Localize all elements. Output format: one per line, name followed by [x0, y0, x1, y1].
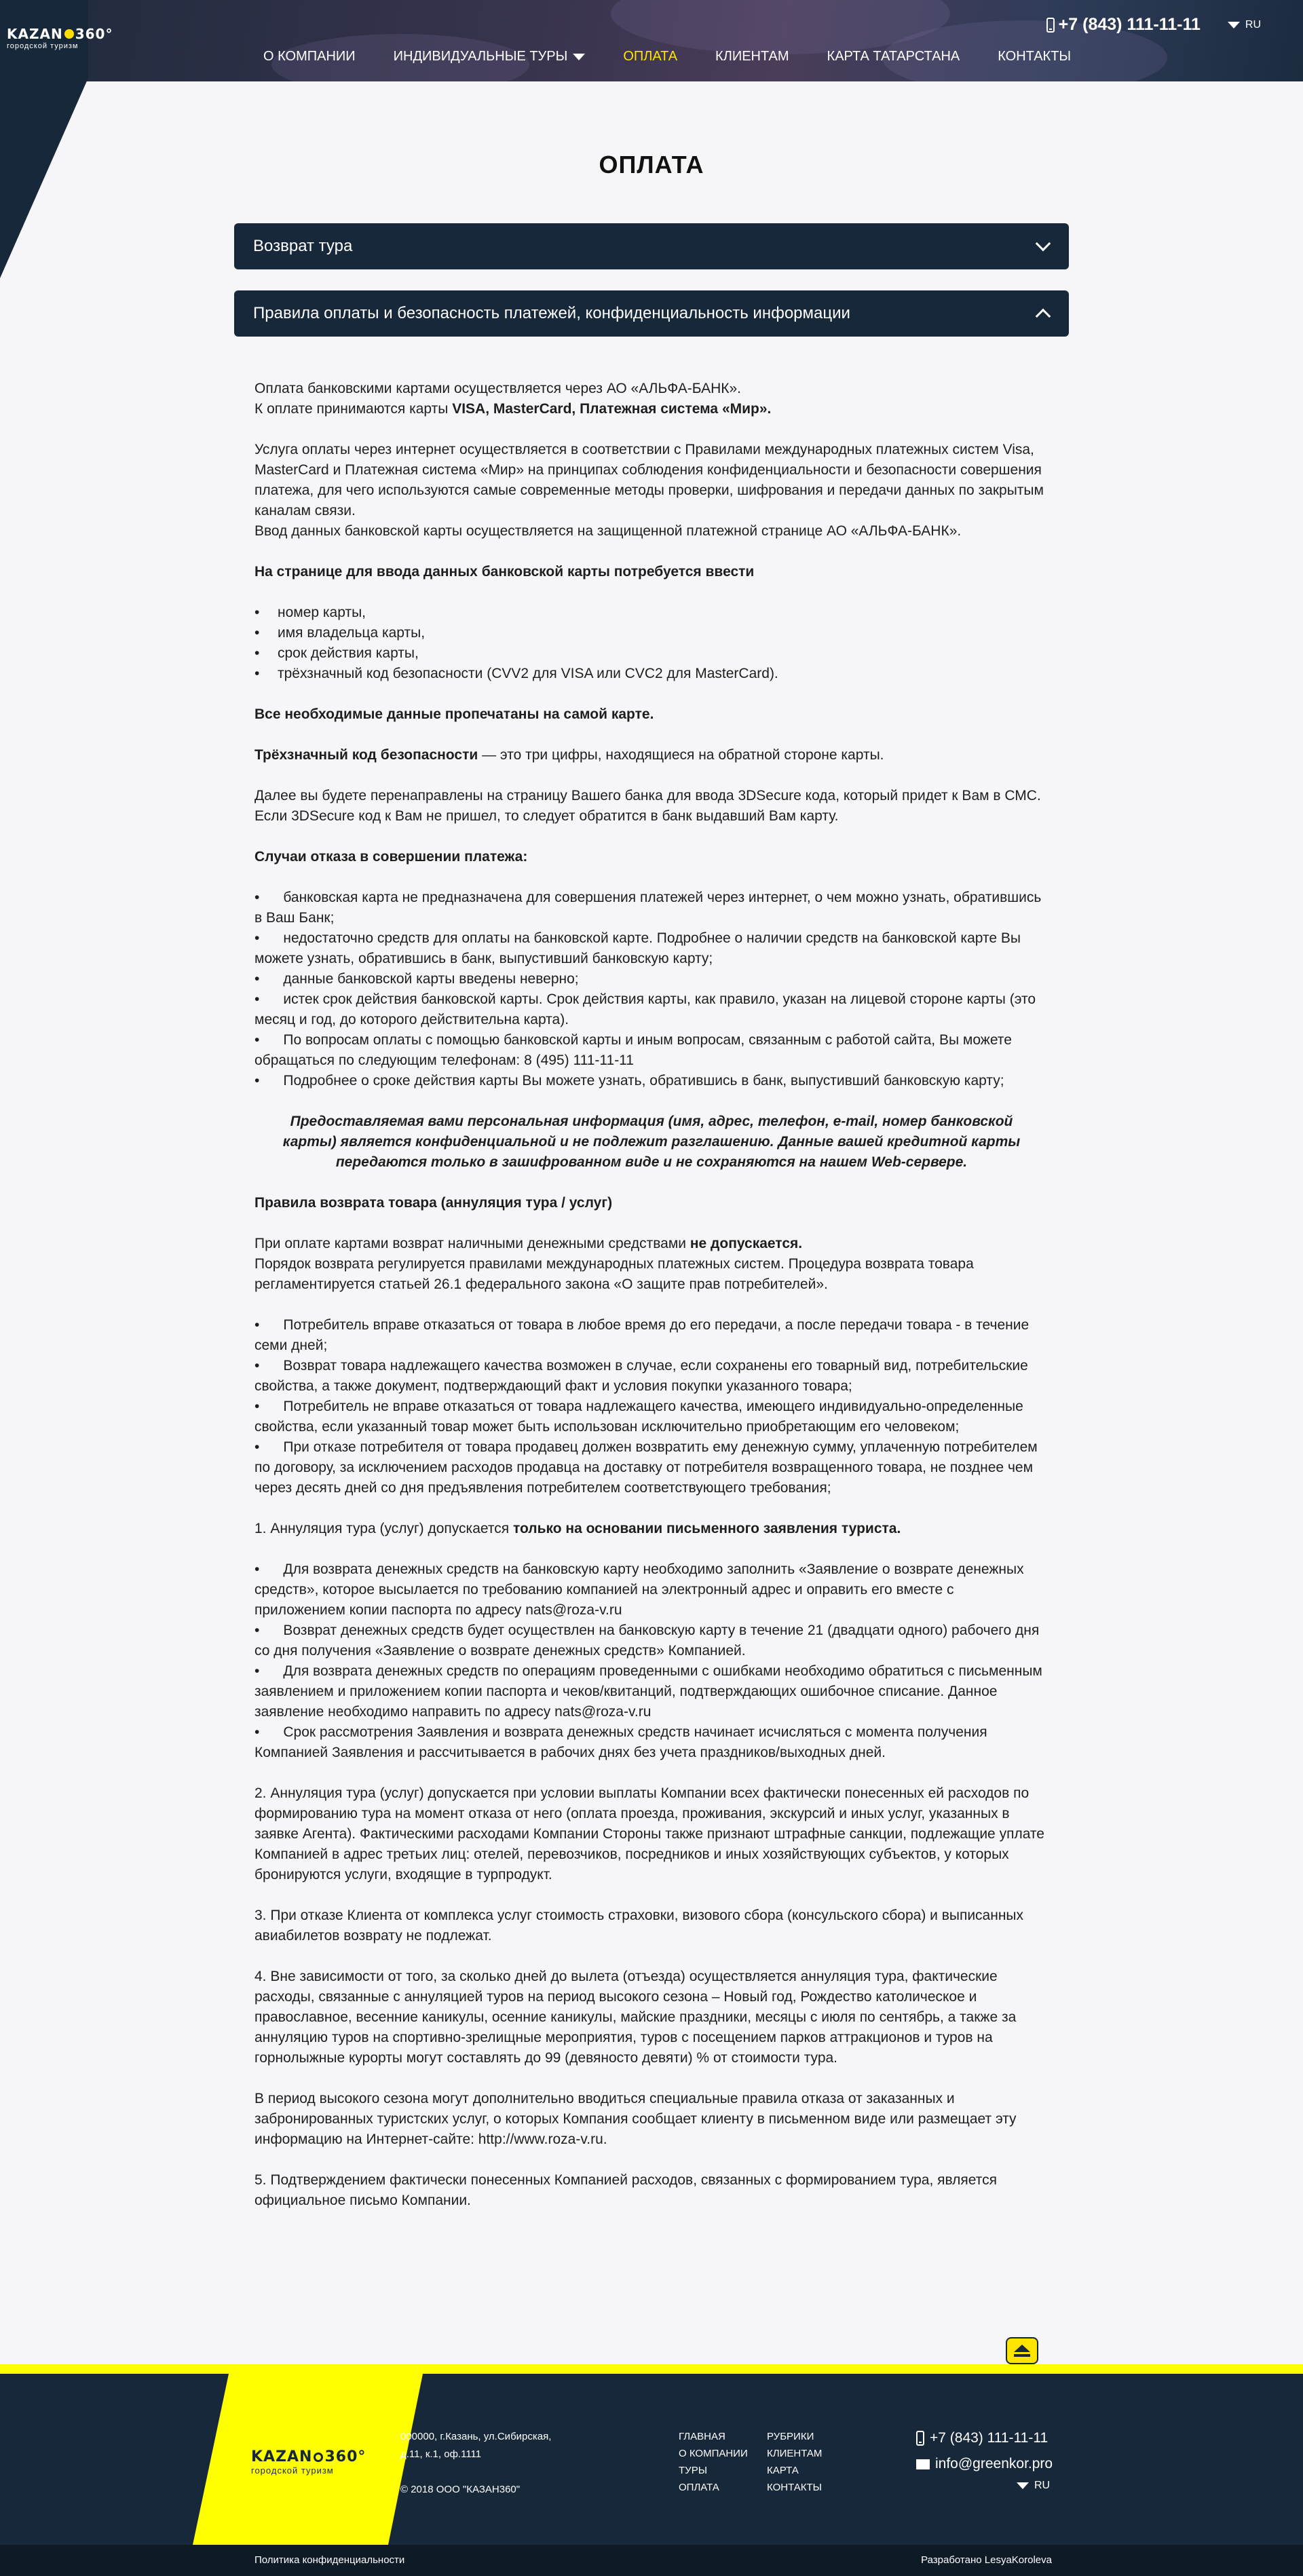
section-heading: [254, 704, 1049, 725]
bold-text: только на основании письменного заявления туриста.: [512, 1521, 901, 1536]
paragraph: 3. При отказе Клиента от комплекса услуг стоимость страховки, визового сбора (консульского сбора) и выписанных авиабилетов возврату не подлежат.: [254, 1908, 1024, 1944]
footer-link-home[interactable]: ГЛАВНАЯ: [679, 2431, 725, 2442]
privacy-policy-link[interactable]: Политика конфиденциальности: [254, 2554, 405, 2566]
list-item-text: Для возврата денежных средств на банковскую карту необходимо заполнить «Заявление о возврате денежных средств», которое высылается по требованию компанией на электронный адрес и оправить его вместе с приложением копии паспорта по адресу nats@roza-v.ru: [254, 1561, 1024, 1618]
logo-dot-icon: [64, 29, 74, 39]
bullet-icon: •: [254, 645, 260, 661]
footer-link-clients[interactable]: КЛИЕНТАМ: [767, 2448, 823, 2459]
developer-credit: Разработано LesyaKoroleva: [921, 2554, 1052, 2566]
list-item: • Срок рассмотрения Заявления и возврата денежных средств начинает исчисляться с момента получения Компанией Заявления и рассчитывается в рабочих днях без учета праздников/выходных дней.: [254, 1724, 987, 1760]
nav-about[interactable]: [263, 49, 356, 64]
logo-brand-right: 360°: [75, 26, 113, 42]
nav-individual-tours[interactable]: [394, 49, 586, 64]
list-item: • Подробнее о сроке действия карты Вы можете узнать, обратившись в банк, выпустивший банковскую карту;: [254, 1073, 1004, 1088]
privacy-notice: Предоставляемая вами персональная информация (имя, адрес, телефон, e-mail, номер банковской карты) является конфиденциальной и не подлежит разглашению. Данные вашей кредитной карты передаются только в зашифрованном виде и не сохраняются на нашем Web-сервере.: [282, 1114, 1021, 1170]
header-phone-text[interactable]: +7 (843) 111-11-11: [1058, 15, 1201, 34]
footer-menu-col2: [767, 2428, 822, 2496]
paragraph: 5. Подтверждением фактически понесенных Компанией расходов, связанных с формированием тура, является официальное письмо Компании.: [254, 2172, 998, 2208]
list-item: [254, 603, 1049, 623]
paragraph: Ввод данных банковской карты осуществляется на защищенной платежной странице АО «АЛЬФА-БАНК».: [254, 523, 962, 539]
paragraph: [254, 399, 1049, 419]
accordion-payment-rules-label: Правила оплаты и безопасность платежей, конфиденциальность информации: [253, 304, 850, 322]
phone-icon: [916, 2431, 924, 2446]
triangle-down-icon: [1228, 22, 1240, 29]
list-item-text: Потребитель вправе отказаться от товара в любое время до его передачи, а после передачи товара - в течение семи дней;: [254, 1317, 1030, 1353]
text: 1. Аннуляция тура (услуг) допускается: [254, 1521, 513, 1536]
list-item-text: При отказе потребителя от товара продавец должен возвратить ему денежную сумму, уплаченную потребителем по договору, за исключением расходов продавца на доставку от потребителя возвращенного товара, не позднее чем через десять дней со дня предъявления потребителем соответствующего требования;: [254, 1439, 1038, 1496]
nav-contacts[interactable]: [998, 49, 1071, 64]
nav-tatarstan-map-label: КАРТА ТАТАРСТАНА: [827, 49, 960, 64]
footer-link-map[interactable]: КАРТА: [767, 2465, 799, 2476]
footer-copyright: © 2018 ООО "КАЗАН360": [400, 2484, 521, 2495]
eject-icon: [1014, 2345, 1030, 2352]
footer-phone[interactable]: [916, 2425, 1053, 2451]
paragraph: Если 3DSecure код к Вам не пришел, то следует обратится в банк выдавший Вам карту.: [254, 808, 839, 824]
paragraph: [254, 745, 1049, 765]
footer-menu-col1: [679, 2428, 748, 2496]
text: При оплате картами возврат наличными денежными средствами: [254, 1236, 690, 1251]
paragraph: 2. Аннуляция тура (услуг) допускается при условии выплаты Компании всех фактически понесенных ей расходов по формированию тура на момент отказа от него (оплата проезда, проживания, экскурсий и иных услуг, указанных в заявке Агента). Фактическими расходами Компании Стороны также признают штрафные санкции, подлежащие уплате Компанией в адрес третьих лиц: отелей, перевозчиков, посредников и иных хозяйствующих субъектов, у которых бронируются услуги, входящие в турпродукт.: [254, 1785, 1044, 1882]
bullet-icon: •: [254, 605, 260, 620]
section-heading: [254, 1193, 1049, 1213]
dropdown-arrow-icon: [573, 54, 585, 60]
heading-text: Правила возврата товара (аннуляция тура / услуг): [254, 1195, 613, 1211]
text: — это три цифры, находящиеся на обратной стороне карты.: [478, 747, 884, 763]
list-item-text: Для возврата денежных средств по операциям проведенными с ошибками необходимо обратиться с письменным заявлением и приложением копии паспорта и чеков/квитанций, подтверждающих ошибочное списание. Данное заявление необходимо направить по адресу nats@roza-v.ru: [254, 1663, 1042, 1720]
nav-about-label: О КОМПАНИИ: [263, 49, 356, 64]
list-item: • Возврат денежных средств будет осуществлен на банковскую карту в течение 21 (двадцати одного) рабочего дня со дня получения «Заявление о возврате денежных средств» Компанией.: [254, 1623, 1040, 1659]
footer-language-label: RU: [1034, 2480, 1051, 2491]
logo-dot-icon: [314, 2452, 323, 2462]
accordion-return-tour-label: Возврат тура: [253, 237, 353, 255]
language-label: RU: [1245, 18, 1261, 31]
list-item-text: имя владельца карты,: [278, 625, 426, 641]
bullet-icon: •: [254, 625, 260, 641]
list-item: [254, 623, 1049, 643]
triangle-down-icon: [1017, 2482, 1029, 2489]
footer-link-about[interactable]: О КОМПАНИИ: [679, 2448, 748, 2459]
list-item-text: трёхзначный код безопасности (CVV2 для VISA или CVC2 для MasterCard).: [278, 666, 778, 681]
footer-link-payment[interactable]: ОПЛАТА: [679, 2482, 719, 2493]
nav-clients-label: КЛИЕНТАМ: [715, 49, 789, 64]
header-contacts: [1046, 15, 1261, 35]
list-item: • Для возврата денежных средств на банковскую карту необходимо заполнить «Заявление о возврате денежных средств», которое высылается по требованию компанией на электронный адрес и оправить его вместе с приложением копии паспорта по адресу nats@roza-v.ru: [254, 1561, 1024, 1618]
site-header: [0, 0, 1303, 81]
list-item: • Потребитель вправе отказаться от товара в любое время до его передачи, а после передачи товара - в течение семи дней;: [254, 1317, 1030, 1353]
accordion-payment-rules[interactable]: [234, 290, 1069, 337]
list-item-text: банковская карта не предназначена для совершения платежей через интернет, о чем можно узнать, обратившись в Ваш Банк;: [254, 890, 1042, 926]
payment-rules-content: [254, 379, 1049, 2211]
paragraph: [254, 1234, 1049, 1254]
paragraph: Услуга оплаты через интернет осуществляется в соответствии с Правилами международных платежных систем Visa, MasterCard и Платежная система «Мир» на принципах соблюдения конфиденциальности и безопасности совершения платежа, для чего используются самые современные методы проверки, шифрования и передачи данных по закрытым каналам связи.: [254, 442, 1044, 518]
footer-address: [400, 2428, 551, 2463]
chevron-up-icon: [1036, 309, 1051, 324]
chevron-down-icon: [1036, 236, 1051, 252]
list-item-text: По вопросам оплаты с помощью банковской карты и иным вопросам, связанным с работой сайта, Вы можете обращаться по следующим телефонам: 8 (495) 111-11-11: [254, 1032, 1012, 1068]
paragraph: Порядок возврата регулируется правилами международных платежных систем. Процедура возврата товара регламентируется статьей 26.1 федерального закона «О защите прав потребителей».: [254, 1256, 974, 1292]
eject-icon-bar: [1014, 2354, 1030, 2357]
main-nav: [263, 49, 1071, 64]
list-item-text: истек срок действия банковской карты. Срок действия карты, как правило, указан на лицевой стороне карты (это месяц и год, до которого действительна карта).: [254, 991, 1036, 1027]
logo-tagline: городской туризм: [7, 42, 79, 50]
logo-brand-left: KAZAN: [7, 26, 63, 42]
nav-payment[interactable]: [623, 49, 677, 64]
list-item: [254, 643, 1049, 664]
header-phone[interactable]: [1046, 15, 1201, 35]
list-item: • По вопросам оплаты с помощью банковской карты и иным вопросам, связанным с работой сайта, Вы можете обращаться по следующим телефонам: 8 (495) 111-11-11: [254, 1032, 1012, 1068]
nav-clients[interactable]: [715, 49, 789, 64]
page-title: ОПЛАТА: [599, 151, 704, 178]
list-item-text: Срок рассмотрения Заявления и возврата денежных средств начинает исчисляться с момента получения Компанией Заявления и рассчитывается в рабочих днях без учета праздников/выходных дней.: [254, 1724, 987, 1760]
section-heading: [254, 562, 1049, 582]
scroll-to-top-button[interactable]: [1006, 2337, 1038, 2364]
list-item: [254, 664, 1049, 684]
bullet-icon: •: [254, 666, 260, 681]
list-item: • данные банковской карты введены неверно;: [254, 971, 579, 987]
footer-link-tours[interactable]: ТУРЫ: [679, 2465, 707, 2476]
list-item: • истек срок действия банковской карты. Срок действия карты, как правило, указан на лицевой стороне карты (это месяц и год, до которого действительна карта).: [254, 991, 1036, 1027]
list-item-text: данные банковской карты введены неверно;: [283, 971, 579, 987]
paragraph: В период высокого сезона могут дополнительно вводиться специальные правила отказа от заказанных и забронированных туристских услуг, о которых Компания сообщает клиенту в письменном виде или размещает эту информацию на Интернет-сайте: http://www.roza-v.ru.: [254, 2091, 1017, 2147]
footer-bottom-bar: [0, 2545, 1303, 2576]
paragraph: Оплата банковскими картами осуществляется через АО «АЛЬФА-БАНК».: [254, 381, 741, 396]
text: К оплате принимаются карты: [254, 401, 453, 417]
footer-yellow-wedge: [0, 2374, 1303, 2545]
list-item: • При отказе потребителя от товара продавец должен возвратить ему денежную сумму, уплаченную потребителем по договору, за исключением расходов продавца на доставку от потребителя возвращенного товара, не позднее чем через десять дней со дня предъявления потребителем соответствующего требования;: [254, 1439, 1038, 1496]
footer-logo-tagline: городской туризм: [251, 2465, 334, 2476]
language-select[interactable]: [1228, 19, 1261, 31]
list-item: • Возврат товара надлежащего качества возможен в случае, если сохранены его товарный вид, потребительские свойства, а также документ, подтверждающий факт и условия покупки указанного товара;: [254, 1358, 1028, 1394]
address-line: 000000, г.Казань, ул.Сибирская,: [400, 2431, 552, 2442]
heading-text: Случаи отказа в совершении платежа:: [254, 849, 528, 865]
list-item: • Потребитель не вправе отказаться от товара надлежащего качества, имеющего индивидуально-определенные свойства, если указанный товар может быть использован исключительно приобретающим его человеком;: [254, 1399, 1023, 1435]
site-logo[interactable]: [7, 26, 113, 50]
accepted-cards: VISA, MasterCard, Платежная система «Мир».: [452, 401, 772, 417]
footer-logo-brand-left: KAZAN: [251, 2448, 313, 2465]
bold-text: Трёхзначный код безопасности: [254, 747, 478, 763]
list-item: • Для возврата денежных средств по операциям проведенными с ошибками необходимо обратиться с письменным заявлением и приложением копии паспорта и чеков/квитанций, подтверждающих ошибочное списание. Данное заявление необходимо направить по адресу nats@roza-v.ru: [254, 1663, 1042, 1720]
bold-text: не допускается.: [690, 1236, 803, 1251]
accordion-return-tour[interactable]: [234, 223, 1069, 269]
footer-yellow-strip: [0, 2364, 1303, 2374]
footer-phone-text: +7 (843) 111-11-11: [930, 2430, 1049, 2446]
nav-tatarstan-map[interactable]: [827, 49, 960, 64]
list-item-text: Возврат товара надлежащего качества возможен в случае, если сохранены его товарный вид, потребительские свойства, а также документ, подтверждающий факт и условия покупки указанного товара;: [254, 1358, 1028, 1394]
address-line: д.11, к.1, оф.1111: [400, 2448, 482, 2460]
heading-text: На странице для ввода данных банковской карты потребуется ввести: [254, 564, 755, 580]
section-heading: [254, 847, 1049, 867]
footer-email-text: info@greenkor.pro: [935, 2456, 1053, 2471]
phone-icon: [1046, 18, 1055, 33]
list-item-text: Потребитель не вправе отказаться от товара надлежащего качества, имеющего индивидуально-определенные свойства, если указанный товар может быть использован исключительно приобретающим его человеком;: [254, 1399, 1023, 1435]
footer-link-contacts[interactable]: КОНТАКТЫ: [767, 2482, 822, 2493]
list-item-text: Подробнее о сроке действия карты Вы можете узнать, обратившись в банк, выпустивший банковскую карту;: [283, 1073, 1004, 1088]
list-item: • недостаточно средств для оплаты на банковской карте. Подробнее о наличии средств на банковской карте Вы можете узнать, обратившись в банк, выпустивший банковскую карту;: [254, 930, 1021, 966]
list-item-text: недостаточно средств для оплаты на банковской карте. Подробнее о наличии средств на банковской карте Вы можете узнать, обратившись в банк, выпустивший банковскую карту;: [254, 930, 1021, 966]
paragraph: [254, 1519, 1049, 1539]
heading-text: Все необходимые данные пропечатаны на самой карте.: [254, 706, 654, 722]
nav-contacts-label: КОНТАКТЫ: [998, 49, 1072, 64]
list-item-text: номер карты,: [278, 605, 366, 620]
list-item-text: срок действия карты,: [278, 645, 419, 661]
footer-logo-brand-right: 360°: [324, 2448, 366, 2465]
list-item: • банковская карта не предназначена для совершения платежей через интернет, о чем можно узнать, обратившись в Ваш Банк;: [254, 890, 1042, 926]
paragraph: 4. Вне зависимости от того, за сколько дней до вылета (отъезда) осуществляется аннуляция тура, фактические расходы, связанные с аннуляцией туров на период высокого сезона – Новый год, Рождество католическое и православное, весенние каникулы, осенние каникулы, майские праздники, месяцы с июля по сентябрь, а также за аннуляцию туров на спортивно-зрелищные мероприятия, туров с посещением парков аттракционов и туров на горнолыжные курорты могут составлять до 99 (девяносто девяти) % от стоимости тура.: [254, 1969, 1017, 2066]
footer-link-rubrics[interactable]: РУБРИКИ: [767, 2431, 814, 2442]
list-item-text: Возврат денежных средств будет осуществлен на банковскую карту в течение 21 (двадцати одного) рабочего дня со дня получения «Заявление о возврате денежных средств» Компанией.: [254, 1623, 1040, 1659]
nav-payment-label: ОПЛАТА: [623, 49, 678, 64]
footer-email[interactable]: [916, 2451, 1053, 2477]
footer-logo[interactable]: [251, 2448, 366, 2476]
nav-individual-tours-label: ИНДИВИДУАЛЬНЫЕ ТУРЫ: [393, 49, 568, 64]
mail-icon: [916, 2459, 930, 2469]
site-footer: [0, 2374, 1303, 2545]
paragraph: Далее вы будете перенаправлены на страницу Вашего банка для ввода 3DSecure кода, который придет к Вам в СМС.: [254, 788, 1041, 803]
footer-contacts: [916, 2425, 1053, 2499]
